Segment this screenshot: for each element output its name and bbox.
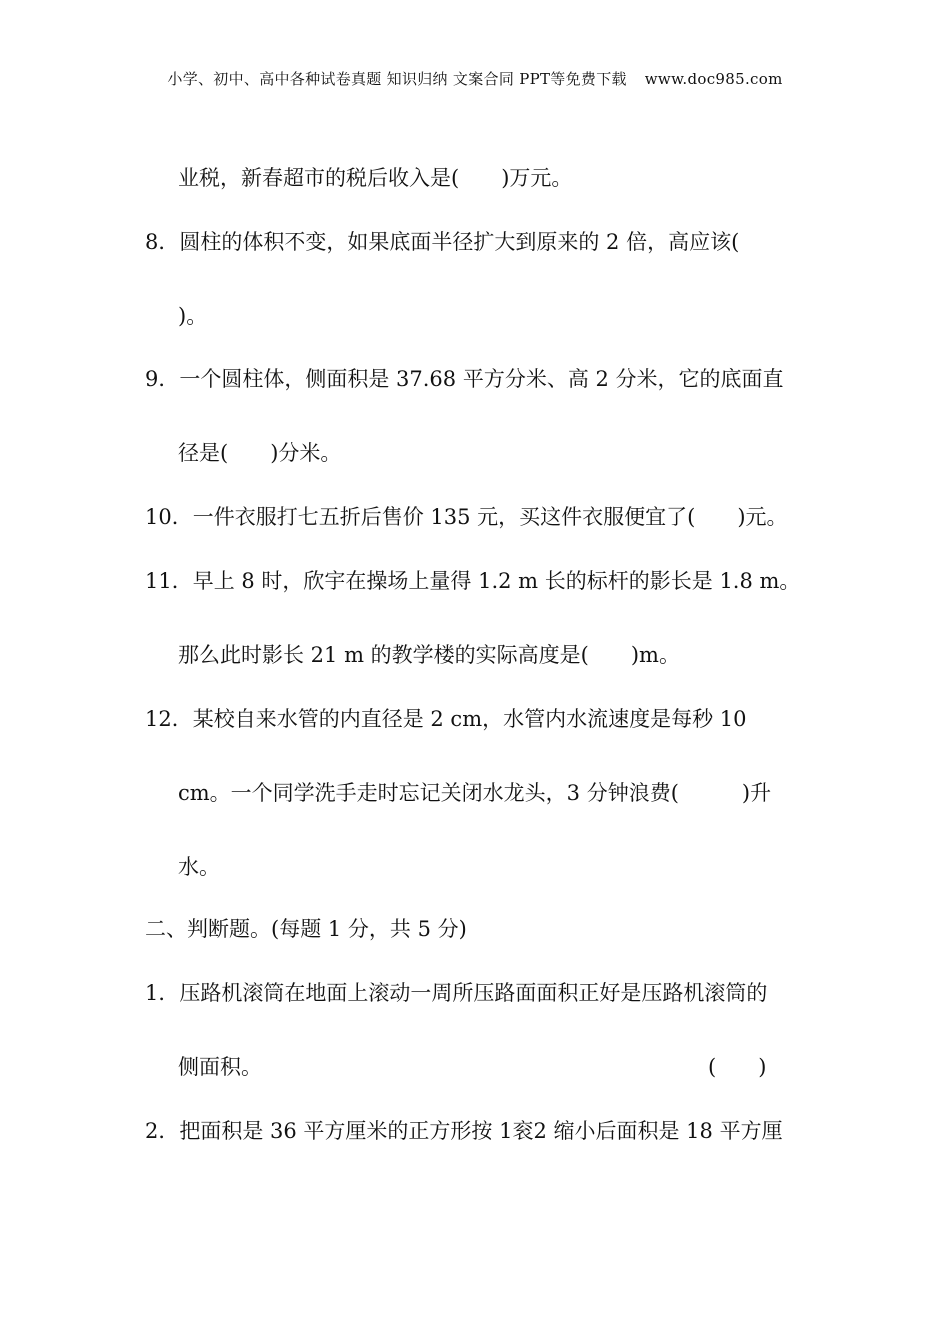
answer-blank: ( ) xyxy=(708,1055,767,1079)
judge-question-2: 2．把面积是 36 平方厘米的正方形按 1衮2 缩小后面积是 18 平方厘 xyxy=(145,1119,783,1143)
text-line: cm。一个同学洗手走时忘记关闭水龙头，3 分钟浪费( )升 xyxy=(178,781,772,805)
question-11: 11．早上 8 时，欣宇在操场上量得 1.2 m 长的标杆的影长是 1.8 m。 xyxy=(145,569,801,593)
question-12: 12．某校自来水管的内直径是 2 cm，水管内水流速度是每秒 10 xyxy=(145,707,747,731)
text-line: )。 xyxy=(178,304,208,328)
text-line: 业税，新春超市的税后收入是( )万元。 xyxy=(178,166,573,190)
section-heading: 二、判断题。(每题 1 分，共 5 分) xyxy=(145,917,467,941)
text-line: 那么此时影长 21 m 的教学楼的实际高度是( )m。 xyxy=(178,643,680,667)
page-header xyxy=(0,68,950,89)
question-9: 9．一个圆柱体，侧面积是 37.68 平方分米、高 2 分米，它的底面直 xyxy=(145,367,784,391)
text-line: 径是( )分米。 xyxy=(178,441,342,465)
header-left-text: 小学、初中、高中各种试卷真题 知识归纳 文案合同 PPT等免费下载 xyxy=(167,70,627,88)
header-url-link[interactable]: www.doc985.com xyxy=(644,70,783,88)
question-8: 8．圆柱的体积不变，如果底面半径扩大到原来的 2 倍，高应该( xyxy=(145,230,740,254)
text-line: 水。 xyxy=(178,855,220,879)
judge-question-1: 1．压路机滚筒在地面上滚动一周所压路面面积正好是压路机滚筒的 xyxy=(145,981,768,1005)
text-line: 侧面积。 xyxy=(178,1055,262,1079)
question-10: 10．一件衣服打七五折后售价 135 元，买这件衣服便宜了( )元。 xyxy=(145,505,788,529)
